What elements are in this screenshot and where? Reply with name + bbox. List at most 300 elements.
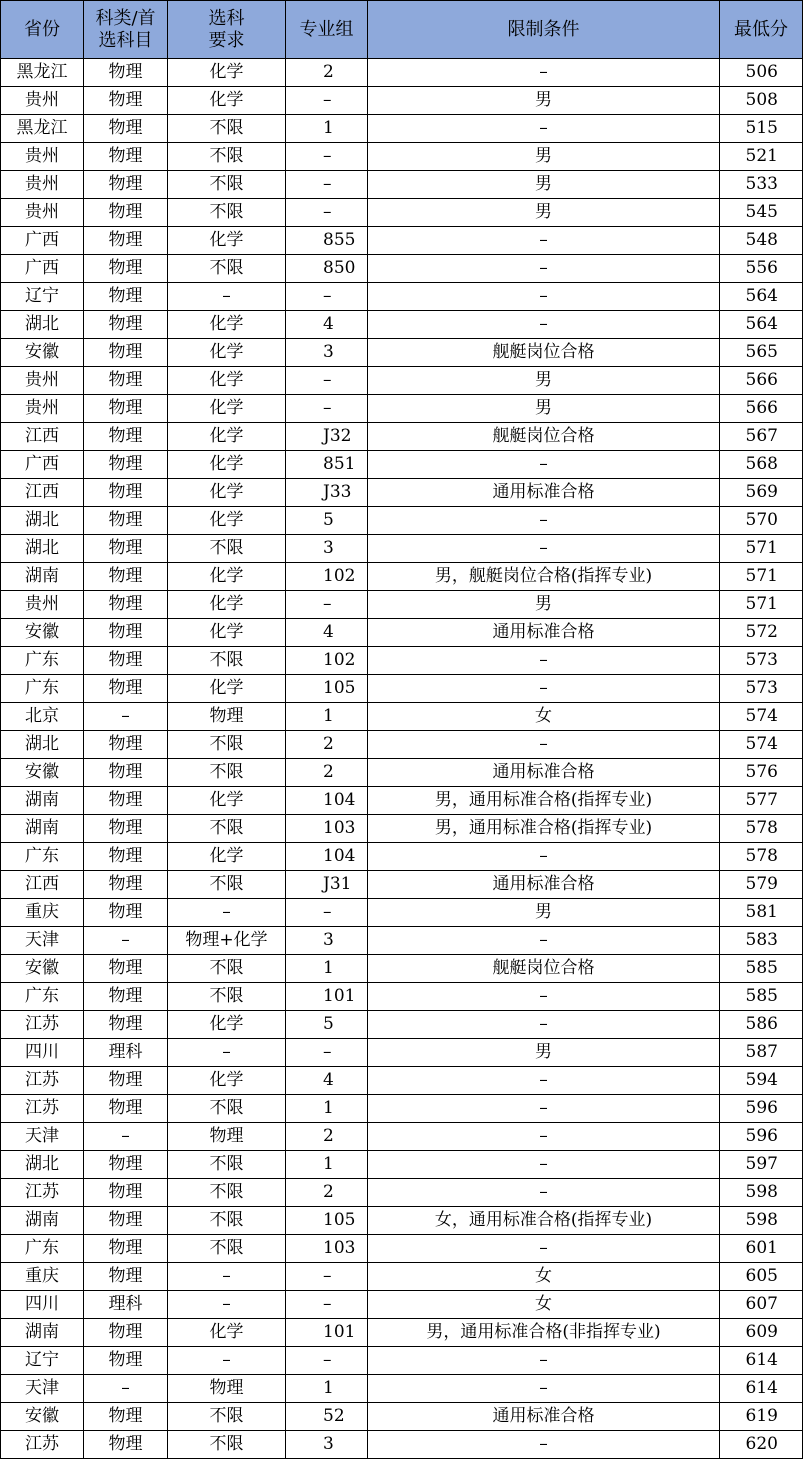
table-row [1,367,803,395]
table-row [1,115,803,143]
cell-subject-category: – [84,703,168,731]
cell-province: 湖南 [1,563,84,591]
cell-min-score: 578 [720,815,803,843]
cell-province: 江西 [1,479,84,507]
cell-restriction: 舰艇岗位合格 [368,955,720,983]
cell-restriction: 男，通用标准合格(指挥专业) [368,787,720,815]
cell-min-score: 596 [720,1123,803,1151]
cell-min-score: 556 [720,255,803,283]
cell-subject-requirement: 化学 [168,619,286,647]
cell-min-score: 573 [720,647,803,675]
table-row [1,619,803,647]
cell-subject-requirement: – [168,1263,286,1291]
cell-subject-requirement: 不限 [168,815,286,843]
cell-subject-requirement: – [168,1039,286,1067]
cell-major-group: – [286,171,368,199]
cell-restriction: – [368,227,720,255]
cell-restriction: 男，通用标准合格(指挥专业) [368,815,720,843]
cell-restriction: – [368,1375,720,1403]
cell-restriction: – [368,311,720,339]
cell-restriction: – [368,59,720,87]
table-row [1,591,803,619]
cell-subject-requirement: 物理+化学 [168,927,286,955]
table-row [1,1011,803,1039]
cell-major-group: 103 [286,815,368,843]
cell-province: 四川 [1,1291,84,1319]
table-row [1,1375,803,1403]
table-row [1,535,803,563]
cell-subject-category: 物理 [84,59,168,87]
cell-province: 江苏 [1,1179,84,1207]
cell-restriction: 男 [368,591,720,619]
cell-major-group: 2 [286,1123,368,1151]
cell-subject-requirement: 物理 [168,1375,286,1403]
cell-major-group: – [286,899,368,927]
table-row [1,1403,803,1431]
cell-subject-requirement: 不限 [168,731,286,759]
cell-province: 广东 [1,647,84,675]
cell-min-score: 521 [720,143,803,171]
cell-major-group: – [286,143,368,171]
cell-subject-requirement: 不限 [168,1179,286,1207]
cell-restriction: 男 [368,143,720,171]
cell-subject-category: 物理 [84,647,168,675]
cell-major-group: – [286,1039,368,1067]
cell-province: 湖北 [1,535,84,563]
cell-major-group: 1 [286,703,368,731]
table-body [1,59,803,1459]
cell-subject-category: – [84,1375,168,1403]
header-text-line: 选科目 [98,29,153,51]
header-text-line: 选科 [208,7,245,29]
cell-restriction: – [368,1347,720,1375]
cell-province: 北京 [1,703,84,731]
cell-subject-category: 物理 [84,367,168,395]
cell-subject-category: 物理 [84,339,168,367]
cell-province: 贵州 [1,395,84,423]
cell-province: 湖南 [1,815,84,843]
cell-subject-category: 物理 [84,227,168,255]
cell-min-score: 614 [720,1347,803,1375]
cell-subject-requirement: 化学 [168,675,286,703]
cell-subject-requirement: 不限 [168,1403,286,1431]
cell-restriction: 通用标准合格 [368,759,720,787]
cell-province: 广西 [1,451,84,479]
cell-subject-category: 物理 [84,87,168,115]
cell-major-group: 2 [286,59,368,87]
cell-restriction: 通用标准合格 [368,871,720,899]
table-row [1,1347,803,1375]
cell-major-group: – [286,1347,368,1375]
cell-subject-category: 物理 [84,899,168,927]
cell-restriction: 男 [368,171,720,199]
table-row [1,143,803,171]
cell-min-score: 574 [720,731,803,759]
table-row [1,899,803,927]
cell-subject-requirement: 不限 [168,171,286,199]
header-text-line: 专业组 [299,19,354,40]
cell-restriction: – [368,927,720,955]
cell-province: 广东 [1,983,84,1011]
cell-subject-requirement: 不限 [168,199,286,227]
cell-subject-category: 物理 [84,1403,168,1431]
cell-subject-category: 物理 [84,507,168,535]
cell-major-group: 1 [286,955,368,983]
cell-province: 江苏 [1,1067,84,1095]
cell-min-score: 607 [720,1291,803,1319]
header-text-line: 要求 [208,29,245,51]
header-subject-requirement [168,1,286,59]
table-row [1,59,803,87]
cell-restriction: – [368,1095,720,1123]
cell-min-score: 586 [720,1011,803,1039]
cell-province: 江苏 [1,1095,84,1123]
cell-subject-category: 物理 [84,815,168,843]
cell-subject-requirement: 不限 [168,1151,286,1179]
cell-min-score: 508 [720,87,803,115]
cell-restriction: – [368,675,720,703]
cell-province: 安徽 [1,955,84,983]
table-row [1,815,803,843]
cell-major-group: 1 [286,1151,368,1179]
cell-subject-requirement: 化学 [168,591,286,619]
table-row [1,311,803,339]
cell-min-score: 576 [720,759,803,787]
cell-min-score: 564 [720,311,803,339]
cell-subject-category: 物理 [84,955,168,983]
cell-subject-category: 物理 [84,1431,168,1459]
cell-province: 安徽 [1,619,84,647]
cell-subject-category: 物理 [84,591,168,619]
cell-min-score: 568 [720,451,803,479]
table-row [1,1263,803,1291]
cell-major-group: 4 [286,619,368,647]
cell-restriction: – [368,1123,720,1151]
table-row [1,1235,803,1263]
cell-min-score: 571 [720,535,803,563]
cell-subject-requirement: 化学 [168,87,286,115]
cell-major-group: – [286,1263,368,1291]
cell-major-group: – [286,367,368,395]
cell-min-score: 569 [720,479,803,507]
cell-major-group: 5 [286,507,368,535]
cell-major-group: – [286,199,368,227]
cell-major-group: – [286,395,368,423]
cell-min-score: 545 [720,199,803,227]
table-row [1,927,803,955]
cell-province: 贵州 [1,591,84,619]
table-row [1,843,803,871]
cell-province: 重庆 [1,899,84,927]
cell-subject-requirement: – [168,283,286,311]
cell-subject-requirement: 不限 [168,143,286,171]
cell-major-group: – [286,87,368,115]
table-row [1,871,803,899]
cell-restriction: 男，舰艇岗位合格(指挥专业) [368,563,720,591]
table-row [1,1151,803,1179]
table-row [1,479,803,507]
header-text-line: 科类/首 [95,7,156,29]
table-row [1,451,803,479]
cell-subject-category: 物理 [84,1011,168,1039]
cell-min-score: 574 [720,703,803,731]
cell-subject-requirement: 不限 [168,759,286,787]
cell-subject-requirement: 化学 [168,451,286,479]
cell-subject-category: 物理 [84,199,168,227]
cell-subject-category: 物理 [84,143,168,171]
table-row [1,1179,803,1207]
cell-min-score: 583 [720,927,803,955]
cell-min-score: 614 [720,1375,803,1403]
cell-subject-category: 物理 [84,1151,168,1179]
cell-major-group: 105 [286,1207,368,1235]
cell-major-group: 104 [286,843,368,871]
cell-restriction: – [368,1151,720,1179]
cell-min-score: 585 [720,983,803,1011]
cell-province: 湖北 [1,311,84,339]
table-row [1,1067,803,1095]
cell-min-score: 594 [720,1067,803,1095]
cell-restriction: 通用标准合格 [368,1403,720,1431]
cell-subject-requirement: 化学 [168,423,286,451]
cell-major-group: 850 [286,255,368,283]
cell-major-group: 851 [286,451,368,479]
cell-min-score: 548 [720,227,803,255]
cell-min-score: 577 [720,787,803,815]
table-row [1,339,803,367]
table-row [1,227,803,255]
cell-subject-category: 物理 [84,395,168,423]
table-row [1,703,803,731]
cell-min-score: 579 [720,871,803,899]
cell-min-score: 565 [720,339,803,367]
cell-restriction: 男 [368,395,720,423]
cell-province: 安徽 [1,339,84,367]
cell-province: 贵州 [1,171,84,199]
cell-subject-requirement: 不限 [168,1207,286,1235]
cell-subject-requirement: 化学 [168,311,286,339]
cell-subject-requirement: 不限 [168,647,286,675]
cell-subject-category: 物理 [84,1179,168,1207]
cell-min-score: 581 [720,899,803,927]
cell-min-score: 587 [720,1039,803,1067]
cell-province: 贵州 [1,143,84,171]
cell-major-group: 105 [286,675,368,703]
cell-min-score: 619 [720,1403,803,1431]
cell-subject-category: 物理 [84,563,168,591]
table-row [1,507,803,535]
table-row [1,255,803,283]
cell-min-score: 572 [720,619,803,647]
cell-restriction: – [368,507,720,535]
cell-major-group: 102 [286,563,368,591]
cell-restriction: – [368,1179,720,1207]
cell-major-group: 2 [286,759,368,787]
cell-restriction: – [368,451,720,479]
table-row [1,647,803,675]
cell-subject-requirement: 不限 [168,1431,286,1459]
cell-restriction: 男，通用标准合格(非指挥专业) [368,1319,720,1347]
cell-restriction: – [368,983,720,1011]
cell-restriction: 通用标准合格 [368,619,720,647]
cell-restriction: – [368,1235,720,1263]
table-row [1,1291,803,1319]
cell-major-group: 101 [286,1319,368,1347]
cell-subject-category: 物理 [84,1067,168,1095]
cell-province: 江西 [1,423,84,451]
cell-subject-requirement: 不限 [168,871,286,899]
cell-subject-category: 物理 [84,1207,168,1235]
cell-major-group: 1 [286,1375,368,1403]
cell-subject-category: 物理 [84,1235,168,1263]
cell-major-group: 2 [286,731,368,759]
cell-subject-category: 物理 [84,759,168,787]
cell-province: 广东 [1,675,84,703]
cell-restriction: 女，通用标准合格(指挥专业) [368,1207,720,1235]
cell-subject-category: 物理 [84,983,168,1011]
header-text-line: 最低分 [734,19,788,40]
cell-subject-category: 物理 [84,731,168,759]
cell-major-group: 1 [286,1095,368,1123]
cell-restriction: 男 [368,87,720,115]
cell-min-score: 601 [720,1235,803,1263]
cell-subject-category: 物理 [84,423,168,451]
cell-province: 广西 [1,255,84,283]
cell-restriction: – [368,115,720,143]
cell-min-score: 566 [720,395,803,423]
cell-subject-category: 物理 [84,115,168,143]
cell-subject-category: 物理 [84,171,168,199]
cell-province: 辽宁 [1,1347,84,1375]
cell-min-score: 578 [720,843,803,871]
cell-restriction: – [368,647,720,675]
cell-subject-category: 物理 [84,843,168,871]
table-row [1,395,803,423]
cell-subject-requirement: 物理 [168,703,286,731]
table-row [1,675,803,703]
cell-min-score: 570 [720,507,803,535]
cell-province: 贵州 [1,87,84,115]
cell-major-group: 102 [286,647,368,675]
header-subject-category [84,1,168,59]
table-row [1,983,803,1011]
cell-province: 贵州 [1,199,84,227]
cell-min-score: 598 [720,1179,803,1207]
cell-restriction: – [368,1067,720,1095]
cell-subject-requirement: 化学 [168,59,286,87]
cell-subject-requirement: 物理 [168,1123,286,1151]
cell-restriction: 男 [368,1039,720,1067]
cell-restriction: 男 [368,367,720,395]
cell-restriction: 女 [368,703,720,731]
cell-province: 贵州 [1,367,84,395]
cell-restriction: 舰艇岗位合格 [368,339,720,367]
cell-min-score: 605 [720,1263,803,1291]
cell-major-group: 3 [286,927,368,955]
cell-province: 湖北 [1,731,84,759]
cell-min-score: 597 [720,1151,803,1179]
cell-restriction: – [368,1011,720,1039]
table-row [1,731,803,759]
cell-restriction: 通用标准合格 [368,479,720,507]
header-min-score [720,1,803,59]
cell-subject-requirement: 化学 [168,1319,286,1347]
cell-subject-requirement: 不限 [168,983,286,1011]
cell-subject-requirement: 不限 [168,1095,286,1123]
cell-major-group: 104 [286,787,368,815]
cell-province: 天津 [1,927,84,955]
cell-min-score: 598 [720,1207,803,1235]
cell-restriction: – [368,843,720,871]
table-row [1,283,803,311]
table-row [1,171,803,199]
cell-major-group: 3 [286,1431,368,1459]
table-row [1,423,803,451]
cell-major-group: 3 [286,339,368,367]
cell-subject-requirement: – [168,1347,286,1375]
cell-subject-requirement: 化学 [168,395,286,423]
table-row [1,1123,803,1151]
cell-subject-category: – [84,1123,168,1151]
cell-subject-category: 物理 [84,787,168,815]
cell-subject-requirement: 化学 [168,563,286,591]
table-row [1,1319,803,1347]
cell-subject-requirement: – [168,899,286,927]
table-row [1,199,803,227]
header-province [1,1,84,59]
cell-province: 湖北 [1,507,84,535]
cell-subject-requirement: 化学 [168,479,286,507]
cell-province: 湖南 [1,1319,84,1347]
cell-province: 江西 [1,871,84,899]
cell-subject-category: – [84,927,168,955]
cell-subject-requirement: – [168,1291,286,1319]
cell-restriction: – [368,1431,720,1459]
cell-province: 江苏 [1,1011,84,1039]
cell-province: 湖南 [1,1207,84,1235]
cell-major-group: 1 [286,115,368,143]
cell-subject-category: 物理 [84,535,168,563]
cell-province: 湖北 [1,1151,84,1179]
table-row [1,1431,803,1459]
cell-major-group: 52 [286,1403,368,1431]
cell-min-score: 564 [720,283,803,311]
cell-min-score: 515 [720,115,803,143]
cell-min-score: 571 [720,563,803,591]
cell-restriction: 男 [368,899,720,927]
cell-province: 黑龙江 [1,115,84,143]
cell-province: 重庆 [1,1263,84,1291]
cell-major-group: 101 [286,983,368,1011]
cell-province: 安徽 [1,1403,84,1431]
cell-subject-category: 物理 [84,871,168,899]
cell-major-group: J31 [286,871,368,899]
cell-restriction: – [368,731,720,759]
cell-min-score: 609 [720,1319,803,1347]
table-row [1,1039,803,1067]
cell-subject-requirement: 化学 [168,507,286,535]
header-restriction [368,1,720,59]
cell-major-group: 855 [286,227,368,255]
cell-province: 安徽 [1,759,84,787]
cell-subject-requirement: 化学 [168,1067,286,1095]
cell-subject-category: 物理 [84,1095,168,1123]
cell-major-group: 4 [286,311,368,339]
cell-province: 黑龙江 [1,59,84,87]
cell-major-group: – [286,283,368,311]
cell-subject-requirement: 不限 [168,255,286,283]
cell-subject-requirement: 化学 [168,339,286,367]
